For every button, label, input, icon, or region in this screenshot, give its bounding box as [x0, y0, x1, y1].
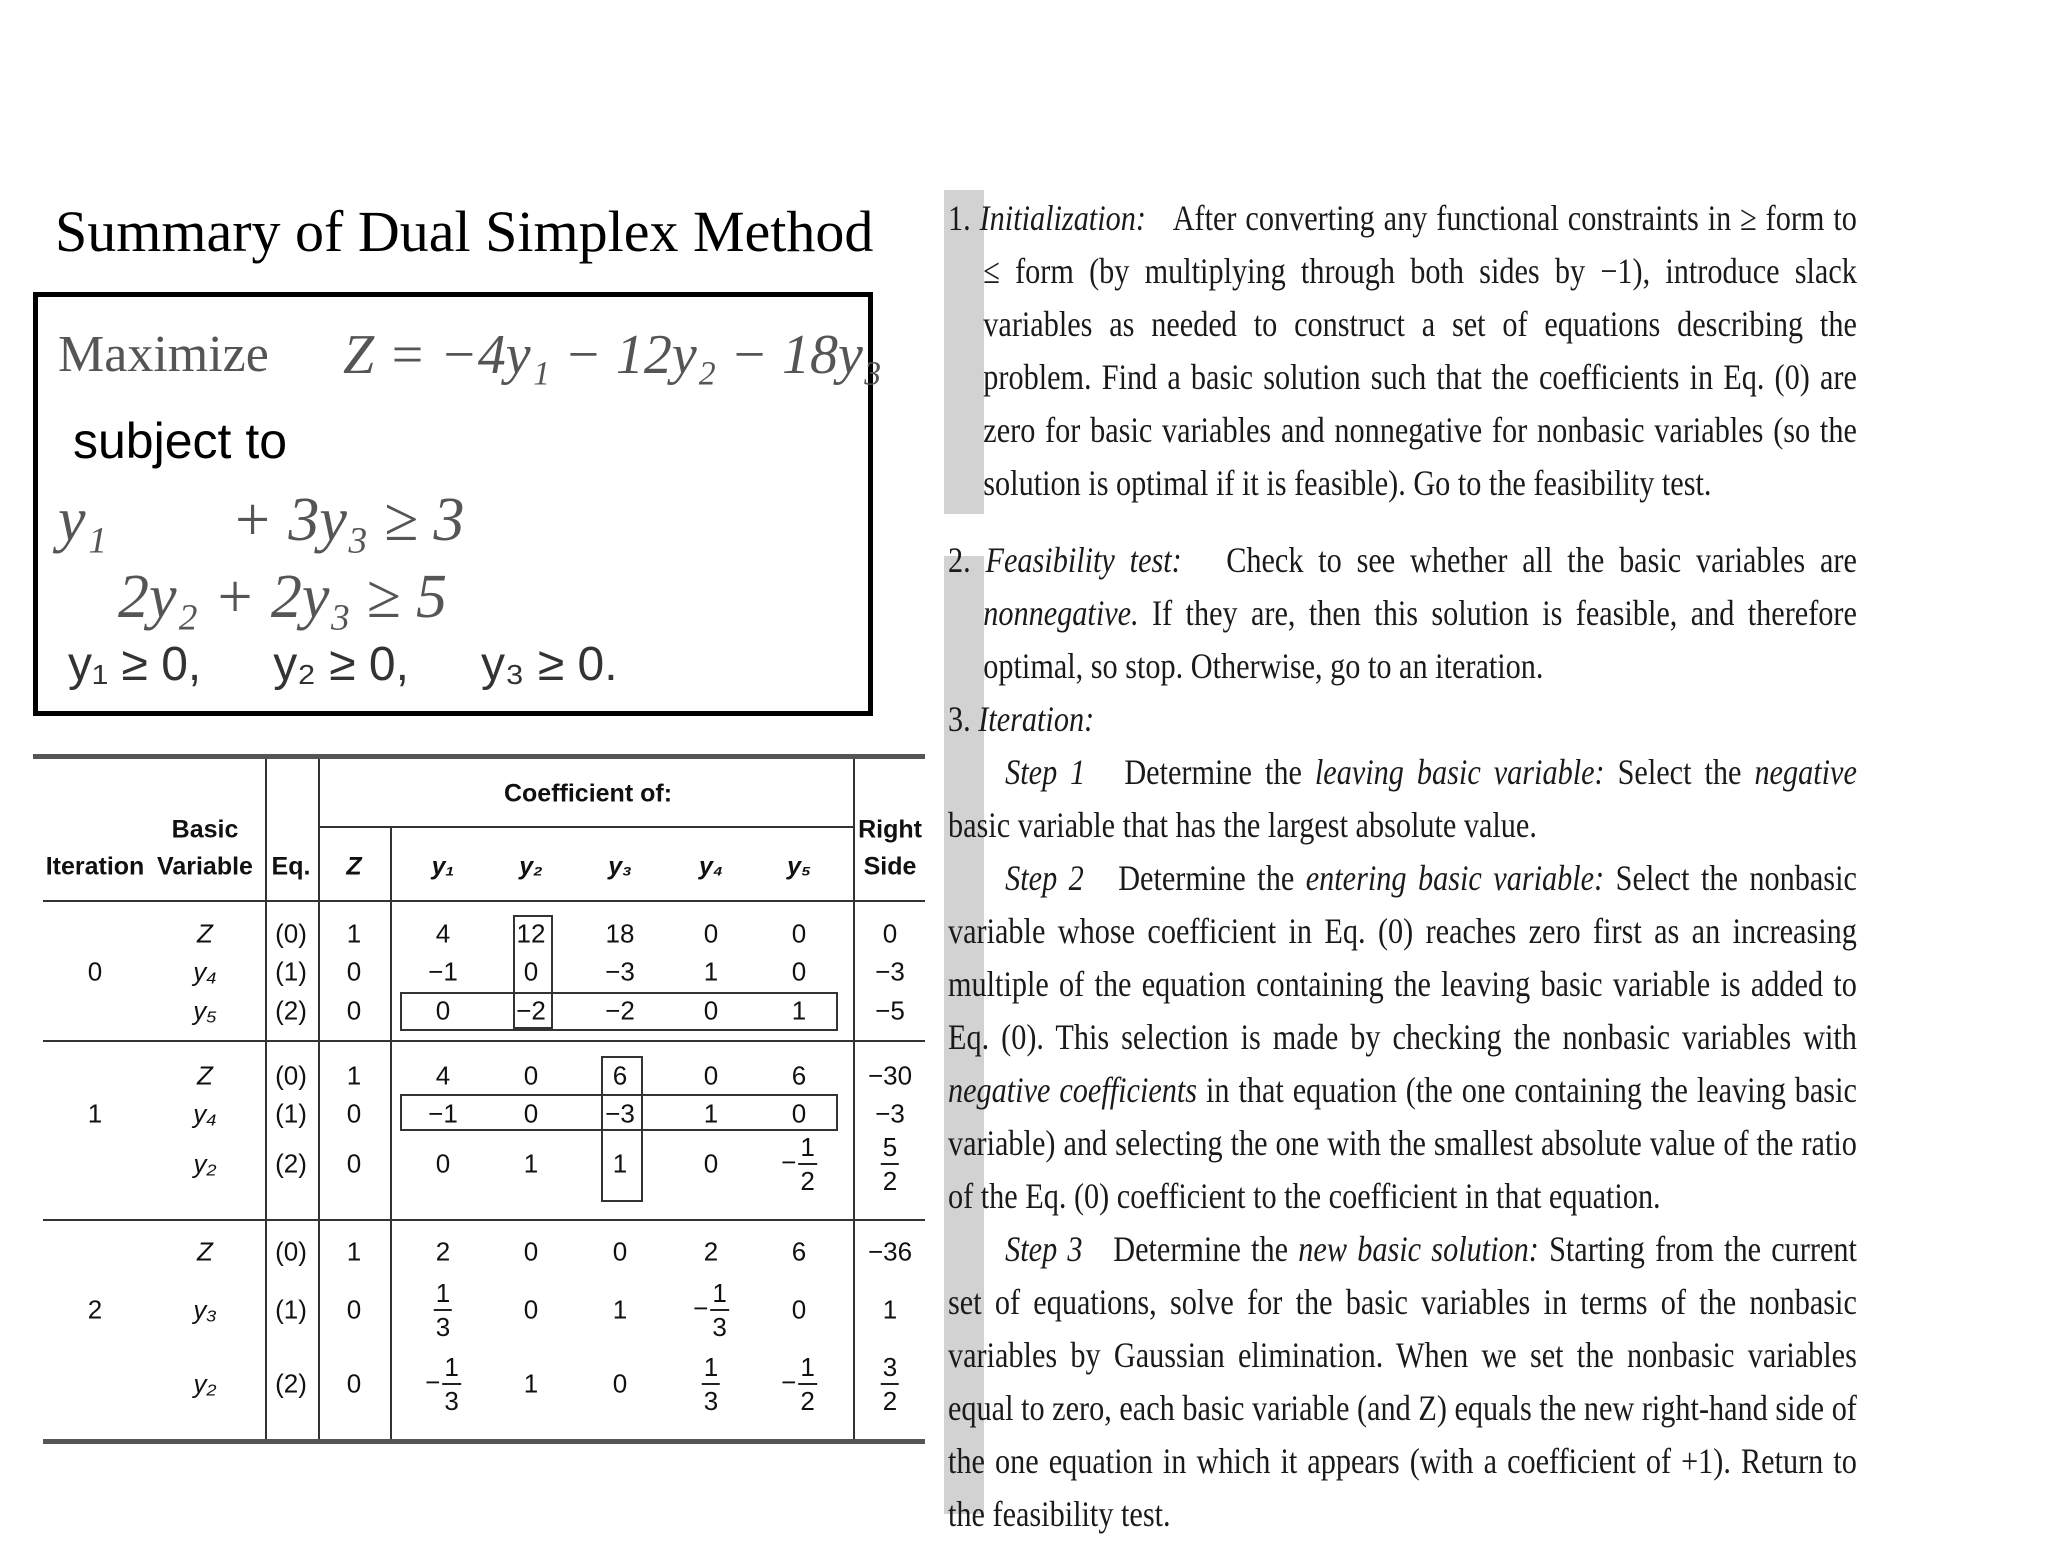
fraction	[881, 1134, 899, 1194]
tableau-cell-y1: −1	[428, 1098, 458, 1129]
substep-3	[948, 1223, 1857, 1541]
header-col-y4: y₄	[699, 852, 723, 881]
tableau-cell-z: 0	[346, 1098, 362, 1129]
tableau-cell-y4: 0	[703, 1060, 719, 1091]
tableau-cell-y2: 1	[523, 1368, 539, 1399]
substep-2-c: in that equation (the one containing the leaving basic variable) and selecting the one with the smallest absolute value of the ratio of the Eq. (0) coefficient to the coefficient in that equation.	[948, 1070, 1857, 1216]
step-iteration	[948, 693, 1857, 746]
iteration-number: 2	[87, 1294, 103, 1325]
dual-simplex-steps	[948, 192, 1857, 1541]
tableau-cell-basic: y₂	[193, 1368, 217, 1399]
constraint-1: y₁ + 3y₃ ≥ 3	[58, 486, 465, 554]
tableau-cell-eq: (2)	[275, 1368, 307, 1399]
col-divider-z	[390, 828, 392, 1439]
tableau-cell-y5: 6	[791, 1236, 807, 1267]
tableau-cell-y3: 18	[605, 918, 635, 949]
substep-2-em2: negative coefficients	[948, 1070, 1198, 1110]
tableau-cell-y1	[425, 1354, 461, 1414]
iteration-number: 0	[87, 956, 103, 987]
col-divider-eq	[265, 759, 267, 1439]
tableau-cell-y5: 0	[791, 1098, 807, 1129]
tableau-cell-y2: 0	[523, 1098, 539, 1129]
header-eq: Eq.	[271, 852, 311, 881]
tableau-cell-z: 1	[346, 1236, 362, 1267]
fraction-numerator: 3	[881, 1354, 899, 1385]
tableau-cell-rhs: 0	[882, 918, 898, 949]
tableau-cell-rhs: −3	[875, 1098, 905, 1129]
step-3-title: Iteration:	[978, 699, 1095, 739]
step-2-emphasis: nonnegative.	[983, 593, 1139, 633]
header-col-y2: y₂	[519, 852, 543, 881]
header-col-y5: y₅	[787, 852, 811, 881]
tableau-cell-y4: 0	[703, 918, 719, 949]
tableau-cell-y3: 6	[612, 1060, 628, 1091]
tableau-cell-y1	[434, 1280, 452, 1340]
tableau-cell-z: 0	[346, 956, 362, 987]
tableau-cell-y5	[781, 1354, 817, 1414]
tableau-cell-basic: y₅	[193, 995, 217, 1026]
tableau-cell-z: 0	[346, 1148, 362, 1179]
fraction-sign: −	[425, 1366, 441, 1397]
fraction-denominator: 2	[800, 1166, 815, 1196]
tableau-cell-rhs: −30	[867, 1060, 913, 1091]
iteration-rule-1	[43, 1040, 925, 1042]
tableau-cell-basic: y₂	[193, 1148, 217, 1179]
step-2-text-a: Check to see whether all the basic variables are	[1226, 540, 1857, 580]
step-feasibility	[948, 534, 1857, 693]
fraction-denominator: 2	[882, 1166, 898, 1196]
substep-1-b: Select the	[1617, 752, 1742, 792]
fraction-numerator: 1	[710, 1280, 728, 1311]
header-right: Right	[858, 815, 922, 844]
header-col-y3: y₃	[608, 852, 632, 881]
tableau-cell-rhs: −3	[875, 956, 905, 987]
constraint-2: 2y₂ + 2y₃ ≥ 5	[118, 563, 448, 631]
tableau-cell-y4: 1	[703, 956, 719, 987]
tableau-cell-y4: 0	[703, 1148, 719, 1179]
tableau-cell-y4	[702, 1354, 720, 1414]
tableau-cell-y5	[781, 1134, 817, 1194]
tableau-cell-basic: Z	[197, 1236, 213, 1267]
tableau-cell-basic: Z	[197, 918, 213, 949]
tableau-cell-y3: −3	[605, 1098, 635, 1129]
tableau-cell-y4: 0	[703, 995, 719, 1026]
fraction-numerator: 1	[442, 1354, 460, 1385]
tableau-cell-z: 1	[346, 1060, 362, 1091]
header-iteration: Iteration	[45, 852, 145, 881]
tableau-cell-z: 0	[346, 1294, 362, 1325]
tableau-cell-y5: 0	[791, 956, 807, 987]
fraction	[710, 1280, 728, 1340]
fraction-numerator: 1	[702, 1354, 720, 1385]
substep-3-a: Determine the	[1113, 1229, 1289, 1269]
tableau-cell-eq: (0)	[275, 1236, 307, 1267]
tableau-cell-basic: y₄	[193, 1098, 217, 1129]
tableau-cell-y1: −1	[428, 956, 458, 987]
tableau-cell-y5: 0	[791, 918, 807, 949]
tableau-cell-y2: −2	[516, 995, 546, 1026]
step-3-number: 3.	[948, 699, 971, 739]
fraction-denominator: 3	[703, 1386, 719, 1416]
subject-to-label: subject to	[73, 413, 288, 469]
step-initialization	[948, 192, 1857, 510]
slide-title: Summary of Dual Simplex Method	[55, 199, 874, 264]
tableau-cell-y2: 0	[523, 956, 539, 987]
tableau-cell-z: 0	[346, 995, 362, 1026]
fraction-numerator: 1	[798, 1354, 816, 1385]
maximize-label: Maximize	[58, 326, 269, 383]
tableau-cell-eq: (2)	[275, 1148, 307, 1179]
fraction	[881, 1354, 899, 1414]
step-2-title: Feasibility test:	[985, 540, 1182, 580]
substep-3-em1: new basic solution:	[1298, 1229, 1539, 1269]
tableau-cell-basic: y₄	[193, 956, 217, 987]
fraction-denominator: 2	[882, 1386, 898, 1416]
header-coefficient-of: Coefficient of:	[503, 779, 673, 808]
fraction	[434, 1280, 452, 1340]
tableau-cell-rhs	[881, 1354, 899, 1414]
fraction-sign: −	[781, 1146, 797, 1177]
tableau-cell-rhs	[881, 1134, 899, 1194]
substep-3-b: Starting from the current set of equations, solve for the basic variables in terms of the nonbasic variables by Gaussian elimination. When we set the nonbasic variables equal to zero, each basic variable (and Z) equals the new right-hand side of the one equation in which it appears (with a coefficient of +1). Return to the feasibility test.	[948, 1229, 1857, 1534]
substep-2	[948, 852, 1857, 1223]
tableau-cell-y2: 0	[523, 1060, 539, 1091]
step-2-number: 2.	[948, 540, 971, 580]
tableau-cell-y1: 0	[435, 995, 451, 1026]
problem-box	[33, 292, 883, 716]
section-gap	[948, 510, 1857, 534]
tableau-cell-rhs: −5	[875, 995, 905, 1026]
tableau-cell-y1: 2	[435, 1236, 451, 1267]
tableau-cell-eq: (0)	[275, 1060, 307, 1091]
header-rule	[43, 900, 925, 902]
tableau-cell-basic: Z	[197, 1060, 213, 1091]
tableau-cell-y2: 0	[523, 1294, 539, 1325]
tableau-cell-eq: (1)	[275, 1294, 307, 1325]
fraction	[442, 1354, 460, 1414]
fraction-numerator: 1	[434, 1280, 452, 1311]
header-col-y1: y₁	[431, 852, 455, 881]
tableau-top-rule	[33, 754, 925, 759]
fraction-sign: −	[781, 1366, 797, 1397]
substep-1-em1: leaving basic variable:	[1314, 752, 1605, 792]
coefficient-rule	[318, 826, 853, 828]
tableau-cell-y5: 1	[791, 995, 807, 1026]
tableau-cell-y1: 4	[435, 1060, 451, 1091]
tableau-cell-y4	[693, 1280, 729, 1340]
tableau-cell-y5: 6	[791, 1060, 807, 1091]
step-1-number: 1.	[948, 198, 971, 238]
nonneg-y1: y₁ ≥ 0,	[68, 638, 202, 691]
tableau-cell-y3: 1	[612, 1294, 628, 1325]
tableau-cell-y2: 1	[523, 1148, 539, 1179]
tableau-cell-y2: 0	[523, 1236, 539, 1267]
tableau-cell-eq: (0)	[275, 918, 307, 949]
substep-1-label: Step 1	[1005, 752, 1086, 792]
fraction-denominator: 3	[435, 1312, 451, 1342]
col-divider-rhs	[853, 759, 855, 1439]
step-1-text: After converting any functional constraints in ≥ form to ≤ form (by multiplying through both sides by −1), introduce slack variables as needed to construct a set of equations describing the problem. Find a basic solution such that the coefficients in Eq. (0) are zero for basic variables and nonnegative for nonbasic variables (so the solution is optimal if it is feasible). Go to the feasibility test.	[983, 198, 1857, 503]
iteration-number: 1	[87, 1098, 103, 1129]
tableau-cell-basic: y₃	[193, 1294, 217, 1325]
nonneg-y2: y₂ ≥ 0,	[273, 638, 409, 691]
tableau-cell-y3: −2	[605, 995, 635, 1026]
nonneg-y3: y₃ ≥ 0.	[480, 638, 618, 691]
tableau-cell-y3: 1	[612, 1148, 628, 1179]
substep-3-label: Step 3	[1005, 1229, 1083, 1269]
simplex-tableau	[33, 754, 925, 1444]
tableau-cell-eq: (2)	[275, 995, 307, 1026]
fraction	[798, 1354, 816, 1414]
tableau-cell-eq: (1)	[275, 1098, 307, 1129]
substep-1-a: Determine the	[1124, 752, 1302, 792]
substep-2-em1: entering basic variable:	[1305, 858, 1605, 898]
substep-1-em2: negative	[1754, 752, 1857, 792]
objective-function: Z = −4y₁ − 12y₂ − 18y₃	[343, 324, 883, 386]
tableau-cell-y5: 0	[791, 1294, 807, 1325]
fraction-numerator: 1	[798, 1134, 816, 1165]
tableau-cell-y4: 1	[703, 1098, 719, 1129]
step-2-text-b: If they are, then this solution is feasible, and therefore optimal, so stop. Otherwise, go to an iteration.	[983, 593, 1857, 686]
nonnegativity-constraints	[68, 637, 678, 692]
header-basic: Basic	[171, 815, 239, 844]
fraction-denominator: 2	[800, 1386, 815, 1416]
step-1-title: Initialization:	[979, 198, 1146, 238]
tableau-cell-rhs: 1	[882, 1294, 898, 1325]
fraction	[798, 1134, 816, 1194]
tableau-cell-y1: 0	[435, 1148, 451, 1179]
tableau-cell-eq: (1)	[275, 956, 307, 987]
tableau-cell-y4: 2	[703, 1236, 719, 1267]
tableau-cell-y1: 4	[435, 918, 451, 949]
tableau-cell-y3: −3	[605, 956, 635, 987]
tableau-cell-rhs: −36	[867, 1236, 913, 1267]
tableau-cell-y2: 12	[516, 918, 546, 949]
substep-2-b: Select the nonbasic variable whose coefficient in Eq. (0) reaches zero first as an increasing multiple of the equation containing the leaving basic variable is added to Eq. (0). This selection is made by checking the nonbasic variables with	[948, 858, 1857, 1057]
tableau-cell-z: 0	[346, 1368, 362, 1399]
tableau-cell-z: 1	[346, 918, 362, 949]
substep-2-a: Determine the	[1118, 858, 1295, 898]
tableau-cell-y3: 0	[612, 1368, 628, 1399]
tableau-bottom-rule	[43, 1439, 925, 1444]
fraction-denominator: 3	[444, 1386, 459, 1416]
substep-1-c: basic variable that has the largest absolute value.	[948, 805, 1537, 845]
header-col-z: Z	[346, 852, 362, 881]
fraction-sign: −	[693, 1292, 709, 1323]
fraction	[702, 1354, 720, 1414]
iteration-rule-2	[43, 1219, 925, 1221]
substep-2-label: Step 2	[1005, 858, 1084, 898]
col-divider-coef	[318, 759, 320, 1439]
fraction-numerator: 5	[881, 1134, 899, 1165]
header-side: Side	[863, 852, 917, 881]
tableau-cell-y3: 0	[612, 1236, 628, 1267]
fraction-denominator: 3	[712, 1312, 727, 1342]
substep-1	[948, 746, 1857, 852]
header-variable: Variable	[157, 852, 253, 881]
